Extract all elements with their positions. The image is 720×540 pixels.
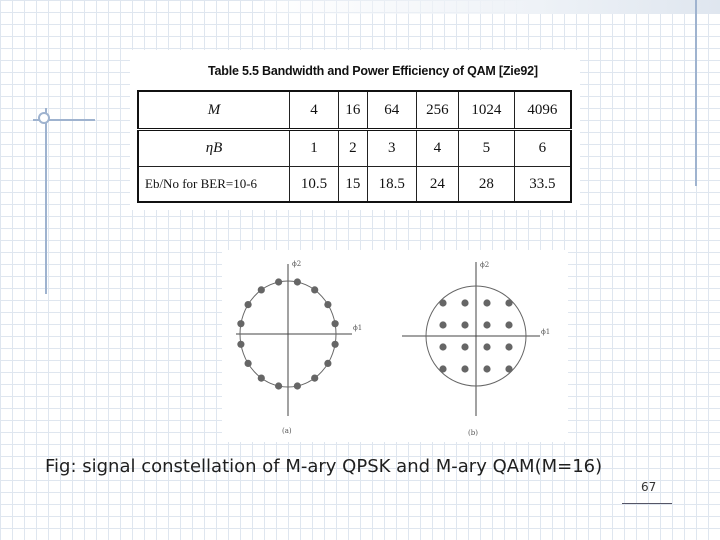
table-cell: 18.5 (367, 167, 416, 203)
table-cell: 2 (339, 130, 368, 167)
table-cell: 4 (290, 91, 339, 130)
decorative-circle-icon (38, 112, 50, 124)
constellation-point (258, 375, 265, 382)
constellation-point (324, 301, 331, 308)
panel-a-psk (236, 260, 362, 435)
page-number: 67 (641, 480, 657, 494)
row-header: M (138, 91, 290, 130)
table-row (138, 167, 571, 203)
phi1-label: ϕ1 (541, 328, 551, 336)
constellation-point (311, 286, 318, 293)
constellation-point (461, 365, 468, 372)
table-cell: 256 (416, 91, 458, 130)
row-header: ηB (138, 130, 290, 167)
constellation-point (237, 341, 244, 348)
constellation-point (439, 321, 446, 328)
constellation-point (294, 278, 301, 285)
table-cell: 15 (339, 167, 368, 203)
table-cell: 33.5 (514, 167, 571, 203)
phi1-label: ϕ1 (353, 324, 363, 332)
constellation-point (237, 320, 244, 327)
phi2-label: ϕ2 (480, 261, 490, 269)
table-cell: 3 (367, 130, 416, 167)
table-title: Table 5.5 Bandwidth and Power Efficiency of QAM [Zie92] (208, 64, 538, 78)
table-cell: 1 (290, 130, 339, 167)
constellation-point (483, 321, 490, 328)
table-row (138, 91, 571, 130)
constellation-point (332, 320, 339, 327)
decorative-vertical-line (695, 0, 697, 186)
table-row (138, 130, 571, 167)
constellation-point (332, 341, 339, 348)
constellation-point (439, 365, 446, 372)
constellation-point (505, 365, 512, 372)
figure-caption: Fig: signal constellation of M-ary QPSK and M-ary QAM(M=16) (45, 456, 603, 477)
constellation-point (294, 382, 301, 389)
panel-a-label: (a) (282, 427, 292, 435)
constellation-point (245, 301, 252, 308)
constellation-point (258, 286, 265, 293)
table-cell: 6 (514, 130, 571, 167)
constellation-point (505, 321, 512, 328)
constellation-point (461, 299, 468, 306)
table-cell: 28 (459, 167, 515, 203)
constellation-point (483, 299, 490, 306)
constellation-point (324, 360, 331, 367)
constellation-point (275, 382, 282, 389)
table-cell: 1024 (459, 91, 515, 130)
constellation-point (505, 343, 512, 350)
constellation-point (439, 299, 446, 306)
constellation-point (483, 343, 490, 350)
header-decoration (262, 0, 720, 14)
panel-b-qam (402, 261, 550, 437)
table-cell: 4 (416, 130, 458, 167)
table-cell: 4096 (514, 91, 571, 130)
table-cell: 24 (416, 167, 458, 203)
page-number-underline (622, 503, 672, 504)
row-header: Eb/No for BER=10-6 (145, 176, 258, 191)
decorative-vertical-line (45, 108, 47, 294)
constellation-point (483, 365, 490, 372)
phi2-label: ϕ2 (292, 260, 302, 268)
constellation-point (461, 343, 468, 350)
table-cell: 16 (339, 91, 368, 130)
qam-efficiency-table (137, 90, 572, 203)
table-cell: 5 (459, 130, 515, 167)
constellation-figure (222, 250, 568, 442)
constellation-point (275, 278, 282, 285)
panel-b-label: (b) (468, 429, 478, 437)
table-cell: 64 (367, 91, 416, 130)
constellation-point (245, 360, 252, 367)
constellation-point (439, 343, 446, 350)
table-cell: 10.5 (290, 167, 339, 203)
constellation-point (505, 299, 512, 306)
constellation-point (461, 321, 468, 328)
constellation-point (311, 375, 318, 382)
